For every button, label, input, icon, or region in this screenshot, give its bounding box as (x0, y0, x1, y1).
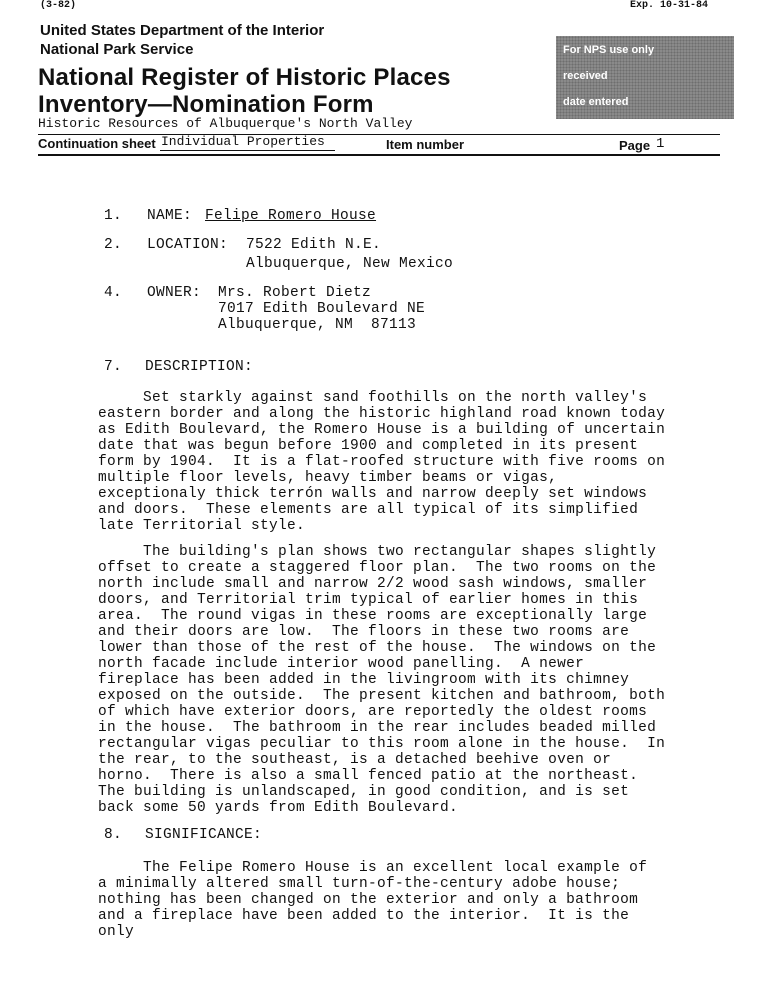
nps-use-label: For NPS use only (563, 44, 655, 56)
department-name: United States Department of the Interior (40, 22, 325, 39)
text-line: nothing has been changed on the exterior and only a bathroom (98, 892, 639, 908)
text-line: a minimally altered small turn-of-the-century adobe house; (98, 876, 621, 892)
item-4-label: OWNER: (147, 285, 202, 301)
text-line: form by 1904. It is a flat-roofed structure with five rooms on (98, 454, 666, 470)
item-8-label: SIGNIFICANCE: (145, 827, 263, 843)
form-title-line1: National Register of Historic Places (38, 64, 451, 91)
text-line: north include small and narrow 2/2 wood sash windows, smaller (98, 576, 648, 592)
header-rule-top (38, 134, 720, 135)
text-line: The building is unlandscaped, in good condition, and is set (98, 784, 630, 800)
text-line: exposed on the outside. The present kitchen and bathroom, both (98, 688, 666, 704)
text-line: and doors. These elements are all typical of its simplified (98, 502, 639, 518)
text-line: Set starkly against sand foothills on the north valley's (98, 390, 648, 406)
text-line: date that was begun before 1900 and completed in its present (98, 438, 639, 454)
text-line: horno. There is also a small fenced patio at the northeast. (98, 768, 639, 784)
text-line: and their doors are low. The floors in these two rooms are (98, 624, 630, 640)
text-line: offset to create a staggered floor plan. The two rooms on the (98, 560, 657, 576)
item-number-label: Item number (386, 137, 465, 152)
text-line: doors, and Territorial trim typical of earlier homes in this (98, 592, 639, 608)
text-line: as Edith Boulevard, the Romero House is a building of uncertain (98, 422, 666, 438)
header-rule-bottom (38, 154, 720, 156)
continuation-underline (160, 150, 335, 151)
date-entered-label: date entered (563, 96, 629, 108)
item-1-number: 1. (104, 208, 123, 224)
text-line: eastern border and along the historic highland road known today (98, 406, 666, 422)
location-line1: 7522 Edith N.E. (246, 237, 382, 253)
text-line: area. The round vigas in these rooms are exceptionally large (98, 608, 648, 624)
item-7-label: DESCRIPTION: (145, 359, 254, 375)
item-8-number: 8. (104, 827, 123, 843)
text-line: in the house. The bathroom in the rear includes beaded milled (98, 720, 657, 736)
text-line: late Territorial style. (98, 518, 306, 534)
page-number: 1 (656, 136, 665, 152)
item-2-label: LOCATION: (147, 237, 229, 253)
text-line: the rear, to the southeast, is a detached beehive oven or (98, 752, 612, 768)
form-code: (3-82) (40, 0, 77, 11)
location-line2: Albuquerque, New Mexico (246, 256, 454, 272)
page-label: Page (619, 138, 651, 153)
owner-line1: Mrs. Robert Dietz (218, 285, 372, 301)
item-1-label: NAME: (147, 208, 193, 224)
received-label: received (563, 70, 608, 82)
expiry-date: Exp. 10-31-84 (630, 0, 709, 11)
text-line: fireplace has been added in the livingroom with its chimney (98, 672, 630, 688)
service-name: National Park Service (40, 41, 194, 58)
continuation-sheet-label: Continuation sheet (38, 136, 156, 151)
nps-use-only-box (556, 36, 734, 119)
text-line: of which have exterior doors, are reportedly the oldest rooms (98, 704, 648, 720)
owner-line2: 7017 Edith Boulevard NE (218, 301, 426, 317)
form-subtitle: Historic Resources of Albuquerque's North Valley (38, 116, 413, 131)
text-line: back some 50 yards from Edith Boulevard. (98, 800, 459, 816)
item-2-number: 2. (104, 237, 123, 253)
text-line: north facade include interior wood panelling. A newer (98, 656, 585, 672)
text-line: and a fireplace have been added to the interior. It is the (98, 908, 630, 924)
item-7-number: 7. (104, 359, 123, 375)
owner-line3: Albuquerque, NM 87113 (218, 317, 417, 333)
property-name: Felipe Romero House (205, 208, 377, 224)
text-line: exceptionaly thick terrón walls and narrow deeply set windows (98, 486, 648, 502)
text-line: only (98, 924, 135, 940)
item-4-number: 4. (104, 285, 123, 301)
text-line: The building's plan shows two rectangular shapes slightly (98, 544, 657, 560)
form-title-line2: Inventory—Nomination Form (38, 91, 374, 118)
text-line: multiple floor levels, heavy timber beams or vigas, (98, 470, 558, 486)
text-line: rectangular vigas peculiar to this room alone in the house. In (98, 736, 666, 752)
continuation-sheet-value: Individual Properties (161, 134, 325, 149)
text-line: lower than those of the rest of the house. The windows on the (98, 640, 657, 656)
text-line: The Felipe Romero House is an excellent local example of (98, 860, 648, 876)
